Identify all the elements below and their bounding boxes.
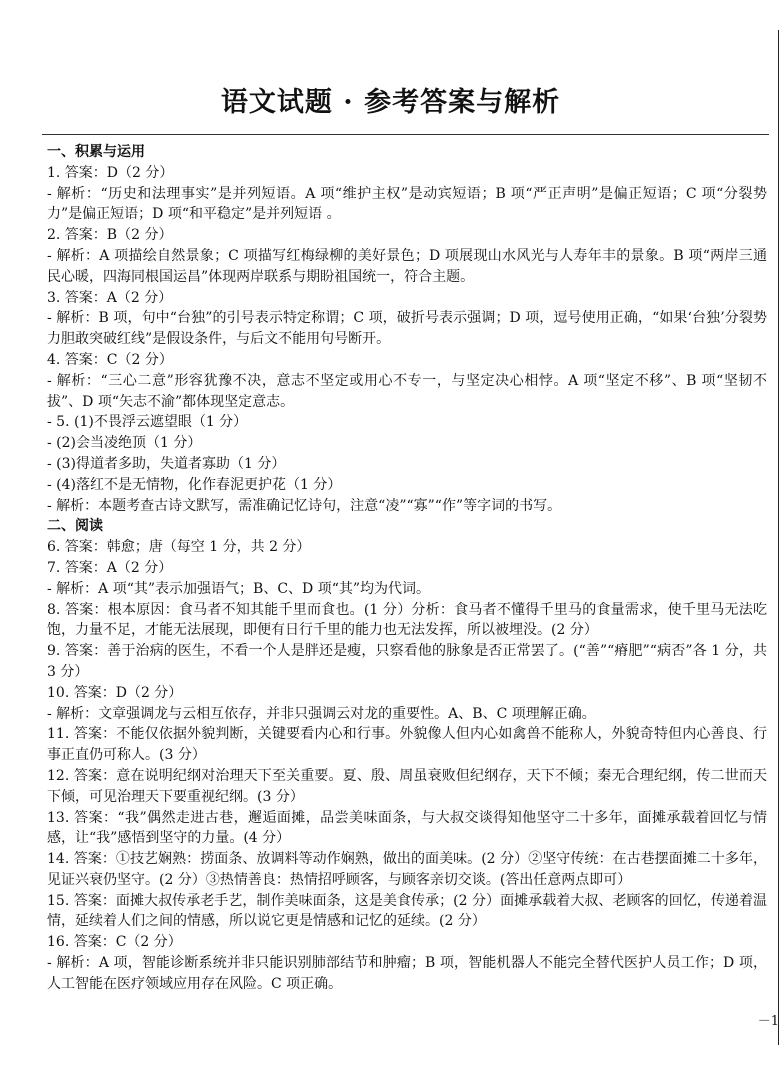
answer-line: - 解析：A 项描绘自然景象；C 项描写红梅绿柳的美好景色；D 项展现山水风光与人寿年丰的景象。B 项“两岸三通民心暖，四海同根国运昌”体现两岸联系与期盼祖国统一，符合主题。 bbox=[47, 247, 767, 285]
answer-line: 2. 答案：B（2 分） bbox=[47, 227, 173, 244]
answer-line: 3. 答案：A（2 分） bbox=[47, 289, 173, 306]
answer-line: - (3)得道者多助，失道者寡助（1 分） bbox=[47, 455, 286, 472]
answer-line: - 解析：B 项，句中“台独”的引号表示特定称谓；C 项，破折号表示强调；D 项，逗号使用正确，“如果‘台独’分裂势力胆敢突破红线”是假设条件，与后文不能用句号断开。 bbox=[47, 310, 767, 348]
section-heading: 二、阅读 bbox=[47, 518, 103, 535]
answer-line: - 解析：“三心二意”形容犹豫不决，意志不坚定或用心不专一，与坚定决心相悖。A 项“坚定不移”、B 项“坚韧不拔”、D 项“矢志不渝”都体现坚定意志。 bbox=[47, 372, 767, 410]
answer-line: 14. 答案：①技艺娴熟：捞面条、放调料等动作娴熟，做出的面美味。(2 分）②坚守传统：在古巷摆面摊二十多年，见证兴衰仍坚守。(2 分）③热情善良：热情招呼顾客，与顾客亲切交谈。(答出任意两点即可） bbox=[47, 851, 767, 888]
answer-line: 6. 答案：韩愈；唐（每空 1 分，共 2 分） bbox=[47, 539, 311, 556]
page-edge-line bbox=[778, 30, 779, 1045]
answer-line: 15. 答案：面摊大叔传承老手艺，制作美味面条，这是美食传承；(2 分）面摊承载着大叔、老顾客的回忆，传递着温情，延续着人们之间的情感，所以说它更是情感和记忆的延续。(2 分） bbox=[47, 892, 767, 930]
answer-line: 7. 答案：A（2 分） bbox=[47, 559, 173, 576]
section-heading: 一、积累与运用 bbox=[47, 144, 145, 160]
answer-line: - 解析：A 项，智能诊断系统并非只能识别肺部结节和肿瘤；B 项，智能机器人不能完全替代医护人员工作；D 项，人工智能在医疗领域应用存在风险。C 项正确。 bbox=[47, 955, 767, 992]
answer-content bbox=[47, 142, 767, 995]
answer-line: 12. 答案：意在说明纪纲对治理天下至关重要。夏、殷、周虽衰败但纪纲存，天下不倾；秦无合理纪纲，传二世而天下倾，可见治理天下要重视纪纲。(3 分） bbox=[47, 767, 767, 805]
answer-line: 10. 答案：D（2 分） bbox=[47, 684, 183, 701]
answer-line: 4. 答案：C（2 分） bbox=[47, 351, 173, 368]
answer-line: 13. 答案：“我”偶然走进古巷，邂逅面摊，品尝美味面条，与大叔交谈得知他坚守二十多年，面摊承载着回忆与情感，让“我”感悟到坚守的力量。(4 分） bbox=[47, 809, 767, 847]
answer-line: 11. 答案：不能仅依据外貌判断，关键要看内心和行事。外貌像人但内心如禽兽不能称人，外貌奇特但内心善良、行事正直仍可称人。(3 分） bbox=[47, 726, 767, 764]
page-number: －1 bbox=[757, 1014, 779, 1029]
answer-line: - 解析：文章强调龙与云相互依存，并非只强调云对龙的重要性。A、B、C 项理解正确。 bbox=[47, 705, 596, 722]
page-title: 语文试题 · 参考答案与解析 bbox=[220, 87, 561, 118]
answer-line: 16. 答案：C（2 分） bbox=[47, 934, 182, 951]
answer-line: 8. 答案：根本原因：食马者不知其能千里而食也。(1 分）分析：食马者不懂得千里马的食量需求，使千里马无法吃饱，力量不足，才能无法展现，即便有日行千里的能力也无法发挥，所以被埋没。(2 分） bbox=[47, 601, 767, 639]
answer-line: - 5. (1)不畏浮云遮望眼（1 分） bbox=[47, 414, 248, 431]
answer-line: - (4)落红不是无情物，化作春泥更护花（1 分） bbox=[47, 476, 342, 493]
answer-line: 1. 答案：D（2 分） bbox=[47, 164, 174, 181]
title-divider bbox=[42, 134, 769, 135]
answer-line: - 解析：A 项“其”表示加强语气；B、C、D 项“其”均为代词。 bbox=[47, 580, 431, 597]
answer-line: - (2)会当凌绝顶（1 分） bbox=[47, 435, 202, 452]
answer-line: - 解析：“历史和法理事实”是并列短语。A 项“维护主权”是动宾短语；B 项“严正声明”是偏正短语；C 项“分裂势力”是偏正短语；D 项“和平稳定”是并列短语 。 bbox=[47, 185, 767, 223]
answer-line: - 解析：本题考查古诗文默写，需准确记忆诗句，注意“凌”“寡”“作”等字词的书写。 bbox=[47, 497, 562, 514]
answer-line: 9. 答案：善于治病的医生，不看一个人是胖还是瘦，只察看他的脉象是否正常罢了。(“善”“瘠肥”“病否”各 1 分，共 3 分） bbox=[47, 643, 767, 680]
